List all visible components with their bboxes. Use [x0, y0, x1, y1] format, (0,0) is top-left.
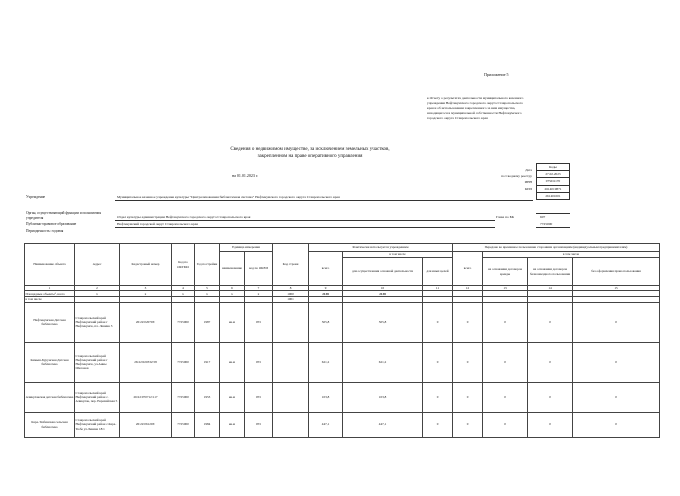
cell-nodoc: 0: [573, 412, 660, 437]
cell-lease: 0: [483, 302, 528, 342]
header-lease: на основании договоров аренды: [483, 258, 528, 286]
col-num: 14: [528, 286, 573, 291]
glava-code: 607: [540, 215, 546, 219]
founder-value: Отдел культуры администрации Нефтекумского городского округа Ставропольского края: [117, 215, 251, 219]
cell-cadastral: 26:22:061203:: [120, 412, 172, 437]
report-date: на 01.01.2023 г.: [232, 173, 259, 178]
reference-line: края и об использовании закрепленного за ним имущества,: [427, 106, 516, 111]
col-num: 4: [172, 286, 195, 291]
title-line: Сведения о недвижимом имуществе, за исключением земельных участков,: [230, 147, 390, 152]
cell-unit: кв.м: [220, 412, 245, 437]
cell-oktmo: 7725000: [172, 382, 195, 412]
cell-t2: 0: [453, 382, 483, 412]
cell-main: 621,2: [343, 342, 423, 382]
periodicity-label: Периодичность: годовая: [26, 229, 64, 233]
cell-t2: 0: [453, 412, 483, 437]
code-inn: 2614019871: [537, 185, 570, 192]
header-oktmo: Код по ОКТМО: [172, 244, 195, 286]
title-line: закрепленном на праве оперативного управления: [257, 153, 363, 159]
code-label-inn: ИНН: [524, 180, 532, 185]
total-cell: x: [172, 291, 195, 297]
institution-underline: [115, 200, 533, 201]
cell-other: 0: [423, 412, 453, 437]
header-address: Адрес: [75, 244, 120, 286]
cell-name: Нефтекумская Детская библиотека: [25, 302, 75, 342]
code-box-line: [536, 227, 570, 228]
cell-t2: 0: [453, 342, 483, 382]
table-row: [25, 382, 660, 412]
reference-line: находящегося в муниципальной собственности Нефтекумского: [427, 111, 522, 116]
code-label-date: Дата: [525, 168, 532, 172]
total-row-code: 1000: [273, 291, 309, 297]
header-main-activity: для осуществления основной деятельности: [343, 258, 423, 286]
col-num: 8: [273, 286, 309, 291]
header-units: Единица измерения: [220, 244, 273, 252]
cell-oktmo: 7725000: [172, 342, 195, 382]
code-label-registry: по Сводному реестру: [501, 174, 532, 179]
col-num: 11: [423, 286, 453, 291]
cell-total: 505,8: [309, 302, 343, 342]
col-num: 13: [483, 286, 528, 291]
public-entity-value: Нефтекумский городской округ Ставропольского края: [117, 222, 198, 226]
header-row-code: Код строки: [273, 244, 309, 286]
col-num: 10: [343, 286, 423, 291]
public-entity-underline: [115, 227, 495, 228]
cell-address: Ставропольский край Нефтекумский район г Нефтекумск, пл. Ленина 3: [75, 302, 120, 342]
codes-header: Коды: [537, 164, 570, 171]
col-num: 1: [25, 286, 75, 291]
codes-table: [536, 163, 570, 200]
cell-okei: 055: [245, 382, 273, 412]
founder-label: Орган, осуществляющий функции и полномочия учредителя: [26, 211, 101, 221]
cell-free: 0: [528, 302, 573, 342]
cell-empty: [273, 412, 309, 437]
header-total: всего: [309, 252, 343, 286]
col-num: 9: [309, 286, 343, 291]
cell-nodoc: 0: [573, 342, 660, 382]
cell-other: 0: [423, 382, 453, 412]
table-row: [25, 302, 660, 342]
code-registry: 07SD1170: [537, 178, 570, 185]
total-cell: x: [195, 291, 220, 297]
col-num: 2: [75, 286, 120, 291]
cell-t2: 0: [453, 302, 483, 342]
cell-name: Ачикулакская детская библиотека: [25, 382, 75, 412]
cell-unit: кв.м: [220, 342, 245, 382]
institution-value: Муниципальное казенное учреждение культуры "Централизованная библиотечная система" Нефтекумского городского округа Ставропольского края: [117, 195, 340, 199]
founder-underline: [115, 220, 495, 221]
cell-oktmo: 7725000: [172, 302, 195, 342]
glava-label: Глава по БК: [496, 215, 514, 219]
code-date: 27.02.2023: [537, 171, 570, 178]
cell-address: Ставропольский край Нефтекумский район с. Ачикулак, пер. Евразийская 5: [75, 382, 120, 412]
cell-address: Ставропольский край Нефтекумский район с.Кара-Тюбе ул.Ленина 18/1: [75, 412, 120, 437]
header-unit-name: наименование: [220, 252, 245, 286]
header-used: Фактически используется учреждением: [309, 244, 453, 252]
total-cell: x: [120, 291, 172, 297]
cell-lease: 0: [483, 342, 528, 382]
property-table: [24, 243, 660, 438]
col-num: 15: [573, 286, 660, 291]
cell-okei: 055: [245, 302, 273, 342]
cell-year: 1984: [195, 412, 220, 437]
cell-cadastral: 26:22:020703:: [120, 302, 172, 342]
public-entity-label: Публично-правовое образование: [26, 222, 77, 226]
cell-main: 103,8: [343, 382, 423, 412]
incl-row-label: в том числе: [25, 297, 75, 302]
table-row: [25, 412, 660, 437]
institution-label: Учреждение: [26, 195, 46, 199]
cell-year: 1987: [195, 302, 220, 342]
header-year: Год постройки: [195, 244, 220, 286]
reference-line: к Отчету о результатах деятельности муниципального казенного: [427, 96, 524, 100]
total-main: 2138: [343, 291, 423, 297]
header-other: для иных целей: [423, 258, 453, 286]
header-transferred: Передано во временное пользование сторонним организациям (индивидуальным предпринимателям): [453, 244, 660, 252]
header-name: Наименование объекта: [25, 244, 75, 286]
header-cadastral: Кадастровый номер: [120, 244, 172, 286]
cell-year: 1917: [195, 342, 220, 382]
cell-empty: [273, 342, 309, 382]
oktmo-code: 7725000: [540, 222, 553, 226]
cell-year: 1953: [195, 382, 220, 412]
col-num: 12: [453, 286, 483, 291]
cell-total: 103,8: [309, 382, 343, 412]
cell-free: 0: [528, 342, 573, 382]
col-num: 6: [220, 286, 245, 291]
cell-main: 505,8: [343, 302, 423, 342]
col-num: 5: [195, 286, 220, 291]
reference-line: учреждения Нефтекумского городского округа Ставропольского: [427, 101, 523, 106]
reference-line: городского округа Ставропольского края: [427, 116, 488, 121]
incl-row-code: 1001: [273, 297, 309, 302]
document-title: [160, 147, 460, 161]
cell-main: 447,1: [343, 412, 423, 437]
cell-free: 0: [528, 382, 573, 412]
col-num: 7: [245, 286, 273, 291]
cell-empty: [273, 382, 309, 412]
appendix-label: Приложение 5: [484, 72, 509, 77]
cell-name: Кара-Тюбинская сельская библиотека: [25, 412, 75, 437]
cell-nodoc: 0: [573, 302, 660, 342]
cell-address: Ставропольский край Нефтекумский район г Нефтекумск, ул.Анны Шелонов: [75, 342, 120, 382]
cell-empty: [273, 302, 309, 342]
cell-total: 447,1: [309, 412, 343, 437]
total-cell: x: [220, 291, 245, 297]
header-unit-code: код по ОКЕИ: [245, 252, 273, 286]
cell-lease: 0: [483, 412, 528, 437]
header-free-use: на основании договоров безвозмездного пользования: [528, 258, 573, 286]
cell-okei: 055: [245, 342, 273, 382]
cell-name: Камыш-Бурунская Детская библиотека: [25, 342, 75, 382]
header-no-docs: без оформления права пользования: [573, 258, 660, 286]
header-incl2: в том числе: [483, 252, 660, 258]
cell-other: 0: [423, 342, 453, 382]
cell-cadastral: 26:22:020332:58: [120, 342, 172, 382]
cell-unit: кв.м: [220, 302, 245, 342]
cell-cadastral: 26:22:070712:117: [120, 382, 172, 412]
code-label-kpp: КПП: [524, 186, 532, 191]
header-total2: всего: [453, 252, 483, 286]
total-value: 2138: [309, 291, 343, 297]
header-incl: в том числе: [343, 252, 453, 258]
total-row-label: Площадные объекты¹, всего: [25, 291, 75, 297]
code-kpp: 261401001: [537, 192, 570, 199]
cell-total: 621,2: [309, 342, 343, 382]
cell-okei: 055: [245, 412, 273, 437]
cell-lease: 0: [483, 382, 528, 412]
total-cell: x: [75, 291, 120, 297]
cell-free: 0: [528, 412, 573, 437]
col-num: 3: [120, 286, 172, 291]
cell-other: 0: [423, 302, 453, 342]
total-cell: x: [245, 291, 273, 297]
cell-unit: кв.м: [220, 382, 245, 412]
cell-nodoc: 0: [573, 382, 660, 412]
report-reference: [427, 96, 577, 121]
table-row: [25, 342, 660, 382]
code-box-line: [536, 213, 570, 214]
cell-oktmo: 7725000: [172, 412, 195, 437]
